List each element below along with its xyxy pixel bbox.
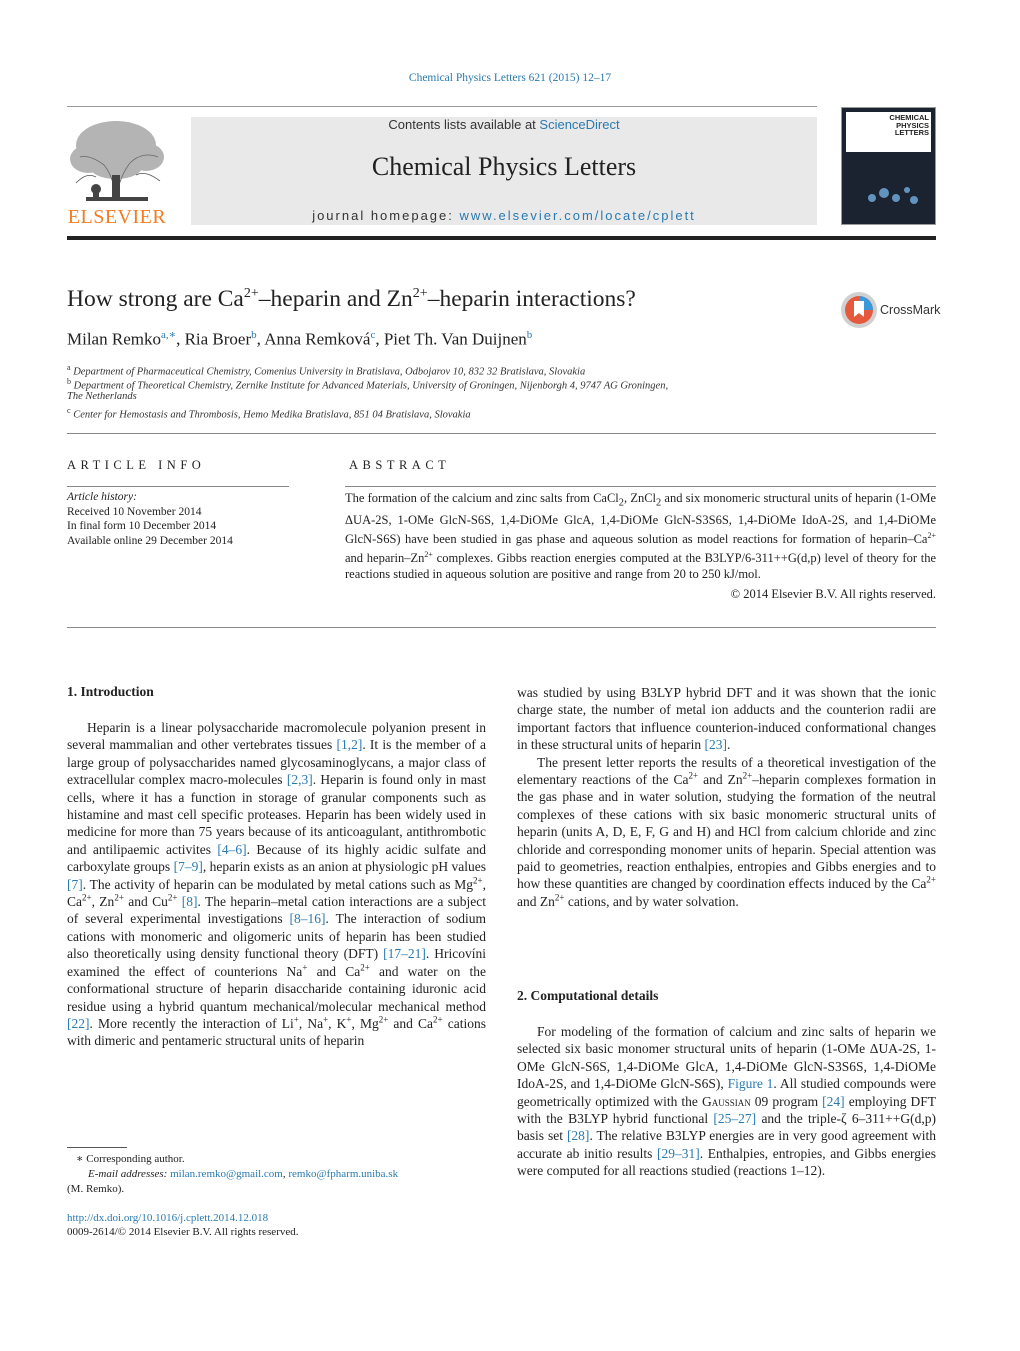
- history-revised: In final form 10 December 2014: [67, 520, 217, 532]
- introduction-text-continued: was studied by using B3LYP hybrid DFT and it was shown that the ionic charge state, the number of metal ion adducts and the counterion radii are important factors that influence counterion-induced conformational changes in these structural units of heparin [23]. The present letter reports the results of a theoretical investigation of the elementary reactions of the $Ca^{2+}$ and $Zn^{2+}$–heparin complexes formation in the gas phase and in water solution, studying the formation of the neutral complexes of these cations with six basic monomeric structural units of heparin (units A, D, E, F, G and H) and HCl from calcium chloride and zinc chloride and corresponding monomer units of heparin. Special attention was paid to geometries, reaction enthalpies, entropies and Gibbs energies and to how these quantities are changed by coordination effects induced by the $Ca^{2+}$ and $Zn^{2+}$ cations, and by water solvation.: [517, 685, 936, 909]
- homepage-link[interactable]: www.elsevier.com/locate/cplett: [459, 208, 696, 223]
- cover-title-line-3: LETTERS: [894, 128, 929, 137]
- author-affil-marker[interactable]: a,∗: [160, 329, 177, 341]
- article-info-heading: ARTICLE INFO: [67, 458, 206, 472]
- history-received: Received 10 November 2014: [67, 505, 202, 518]
- citation-link[interactable]: [2,3]: [286, 772, 313, 788]
- article-history: [67, 490, 233, 548]
- affiliation-text: Department of Theoretical Chemistry, Zernike Institute for Advanced Materials, University of Groningen, Nijenborgh 4, 9747 AG Groningen,: [73, 380, 669, 392]
- cover-molecule-graphic: [852, 168, 927, 218]
- author-name[interactable]: Ria Broer: [184, 329, 252, 349]
- author-affil-marker[interactable]: b: [251, 329, 257, 341]
- history-online: Available online 29 December 2014: [67, 534, 233, 547]
- corresponding-author-note: ∗ Corresponding author.: [76, 1153, 185, 1165]
- author-name[interactable]: Anna Remková: [264, 329, 371, 349]
- footnote-rule: [67, 1147, 127, 1148]
- title-superscript: 2+: [243, 286, 259, 302]
- doi-link[interactable]: http://dx.doi.org/10.1016/j.cplett.2014.12.018: [67, 1212, 269, 1224]
- affiliation-b: [67, 375, 668, 394]
- contents-prefix: Contents lists available at: [388, 117, 540, 132]
- citation-link[interactable]: [1,2]: [336, 737, 363, 753]
- divider: [67, 433, 936, 434]
- section-heading-introduction: 1. Introduction: [67, 684, 154, 699]
- sciencedirect-link[interactable]: ScienceDirect: [539, 117, 620, 132]
- affiliation-text: Department of Pharmaceutical Chemistry, Comenius University in Bratislava, Odbojarov 10, 832 32 Bratislava, Slovakia: [73, 366, 586, 378]
- citation-link[interactable]: [17–21]: [383, 946, 426, 962]
- journal-title: Chemical Physics Letters: [371, 152, 637, 181]
- issn-line: 0009-2614/© 2014 Elsevier B.V. All rights reserved.: [67, 1226, 299, 1238]
- citation-link[interactable]: [24]: [822, 1093, 845, 1109]
- copyright-notice: © 2014 Elsevier B.V. All rights reserved.: [730, 587, 936, 601]
- cover-title-line-2: PHYSICS: [896, 120, 929, 130]
- citation-link[interactable]: [22]: [67, 1015, 90, 1031]
- email-link[interactable]: remko@fpharm.uniba.sk: [288, 1168, 399, 1180]
- article-info-rule: [67, 486, 289, 487]
- citation-link[interactable]: [7–9]: [173, 859, 203, 875]
- crossmark-label: CrossMark: [880, 303, 941, 317]
- history-label: Article history:: [67, 491, 137, 503]
- journal-homepage: [191, 208, 817, 223]
- introduction-text: Heparin is a linear polysaccharide macromolecule polyanion present in several mammalian and other vertebrates tissues [1,2]. It is the member of a large group of polysaccharides named glycosaminoglycans, a major class of extracellular complex macro-molecules [2,3]. Heparin is found only in mast cells, where it has a function in storage of granular components such as histamine and mast cell specific proteases. Heparin has been widely used in medicine for more than 75 years because of its anticoagulant, antithrombotic and antilipaemic activites [4–6]. Because of its highly acidic sulfate and carboxylate groups [7–9], heparin exists as an anion at physiologic pH values [7]. The activity of heparin can be modulated by metal cations such as $Mg^{2+}$, $Ca^{2+}$, $Zn^{2+}$ and $Cu^{2+}$ [8]. The heparin–metal cation interactions are a subject of several experimental investigations [8–16]. The interaction of sodium cations with monomeric and oligomeric units of heparin has been studied also theoretically using density functional theory (DFT) [17–21]. Hricovíni examined the effect of counterions Na+ and $Ca^{2+}$ and water on the conformational structure of heparin disaccharide containing iduronic acid residue using a hybrid quantum mechanical/molecular mechanical method [22]. More recently the interaction of Li+, Na+, K+, $Mg^{2+}$ and $Ca^{2+}$ cations with dimeric and pentameric structural units of heparin: [67, 720, 487, 1049]
- email-label: E-mail addresses:: [88, 1168, 171, 1180]
- email-addresses: E-mail addresses: milan.remko@gmail.com, remko@fpharm.uniba.sk: [88, 1168, 399, 1180]
- abstract-heading: ABSTRACT: [349, 458, 451, 472]
- affiliation-text: Center for Hemostasis and Thrombosis, Hemo Medika Bratislava, 851 04 Bratislava, Slovakia: [73, 409, 471, 421]
- abstract-text: The formation of the calcium and zinc salts from CaCl$_2$, ZnCl$_2$ and six monomeric structural units of heparin (1-OMe ΔUA-2S, 1-OMe GlcN-S6S, 1,4-DiOMe GlcA, 1,4-DiOMe GlcN-S3S6S, 1,4-DiOMe IdoA-2S, and 1,4-DiOMe GlcN-S6S) have been studied in gas phase and aqueous solution as model reactions for formation of heparin–$Ca^{2+}$ and heparin–$Zn^{2+}$ complexes. Gibbs reaction energies computed at the B3LYP/6-311++G(d,p) level of theory for the reactions studied in aqueous solution are positive and range from 20 to 250 kJ/mol.: [345, 491, 936, 581]
- article-title: [67, 286, 827, 313]
- title-superscript: 2+: [412, 286, 428, 302]
- journal-cover-image[interactable]: [841, 107, 936, 225]
- computational-text: For modeling of the formation of calcium and zinc salts of heparin we selected six basic monomer structural units of heparin (1-OMe ΔUA-2S, 1-OMe GlcN-S6S, 1,4-DiOMe GlcA, 1,4-DiOMe GlcN-S3S6S, 1,4-DiOMe IdoA-2S, and 1,4-DiOMe GlcN-S6S), Figure 1. All studied compounds were geometrically optimized with the Gaussian 09 program [24] employing DFT with the B3LYP hybrid functional [25–27] and the triple-ζ 6–311++G(d,p) basis set [28]. The relative B3LYP energies are in very good agreement with accurate ab initio results [29–31]. Enthalpies, entropies, and Gibbs energies were computed for all reactions studied (reactions 1–12).: [517, 1024, 937, 1179]
- homepage-prefix: journal homepage:: [312, 208, 460, 223]
- title-part: How strong are Ca: [67, 286, 244, 312]
- contents-line: [191, 117, 817, 132]
- citation-link[interactable]: [4–6]: [217, 841, 247, 857]
- citation-link[interactable]: [25–27]: [713, 1111, 757, 1127]
- doi-link-line: [67, 1211, 268, 1226]
- figure-link[interactable]: Figure 1: [727, 1076, 774, 1092]
- cover-title-line-1: CHEMICAL: [889, 113, 929, 122]
- email-owner: (M. Remko).: [67, 1183, 125, 1195]
- affiliation-label: b: [67, 377, 71, 386]
- citation-link[interactable]: [23]: [704, 737, 727, 753]
- title-part: –heparin and Zn: [258, 286, 413, 312]
- author-name[interactable]: Piet Th. Van Duijnen: [383, 329, 527, 349]
- title-part: –heparin interactions?: [427, 286, 636, 312]
- journal-reference[interactable]: Chemical Physics Letters 621 (2015) 12–17: [408, 72, 612, 84]
- divider: [67, 627, 936, 628]
- citation-link[interactable]: [8]: [181, 894, 198, 910]
- citation-link[interactable]: [29–31]: [657, 1145, 700, 1161]
- cover-title: [889, 114, 929, 137]
- crossmark-button[interactable]: [840, 291, 941, 334]
- section-heading-computational: 2. Computational details: [517, 988, 659, 1003]
- affiliation-label: c: [67, 406, 71, 415]
- affiliation-c: [67, 404, 471, 423]
- author-list: Milan Remko$^{a,∗}$, Ria Broer$^b$, Anna Remková$^c$, Piet Th. Van Duijnen$^b$: [67, 329, 533, 349]
- author-affil-marker[interactable]: c: [370, 329, 376, 341]
- citation-link[interactable]: [8–16]: [289, 911, 326, 927]
- header-thick-rule: [67, 236, 936, 240]
- abstract-rule: [345, 486, 936, 487]
- header-rule: [67, 106, 817, 107]
- affiliation-b-cont: The Netherlands: [67, 391, 137, 402]
- email-link[interactable]: milan.remko@gmail.com: [170, 1168, 283, 1180]
- elsevier-wordmark: ELSEVIER: [67, 206, 167, 228]
- affiliation-label: a: [67, 363, 71, 372]
- citation-link[interactable]: [7]: [67, 876, 83, 892]
- author-affil-marker[interactable]: b: [526, 329, 533, 341]
- crossmark-icon: [840, 291, 878, 329]
- author-name[interactable]: Milan Remko: [67, 329, 161, 349]
- citation-link[interactable]: [28]: [566, 1128, 590, 1144]
